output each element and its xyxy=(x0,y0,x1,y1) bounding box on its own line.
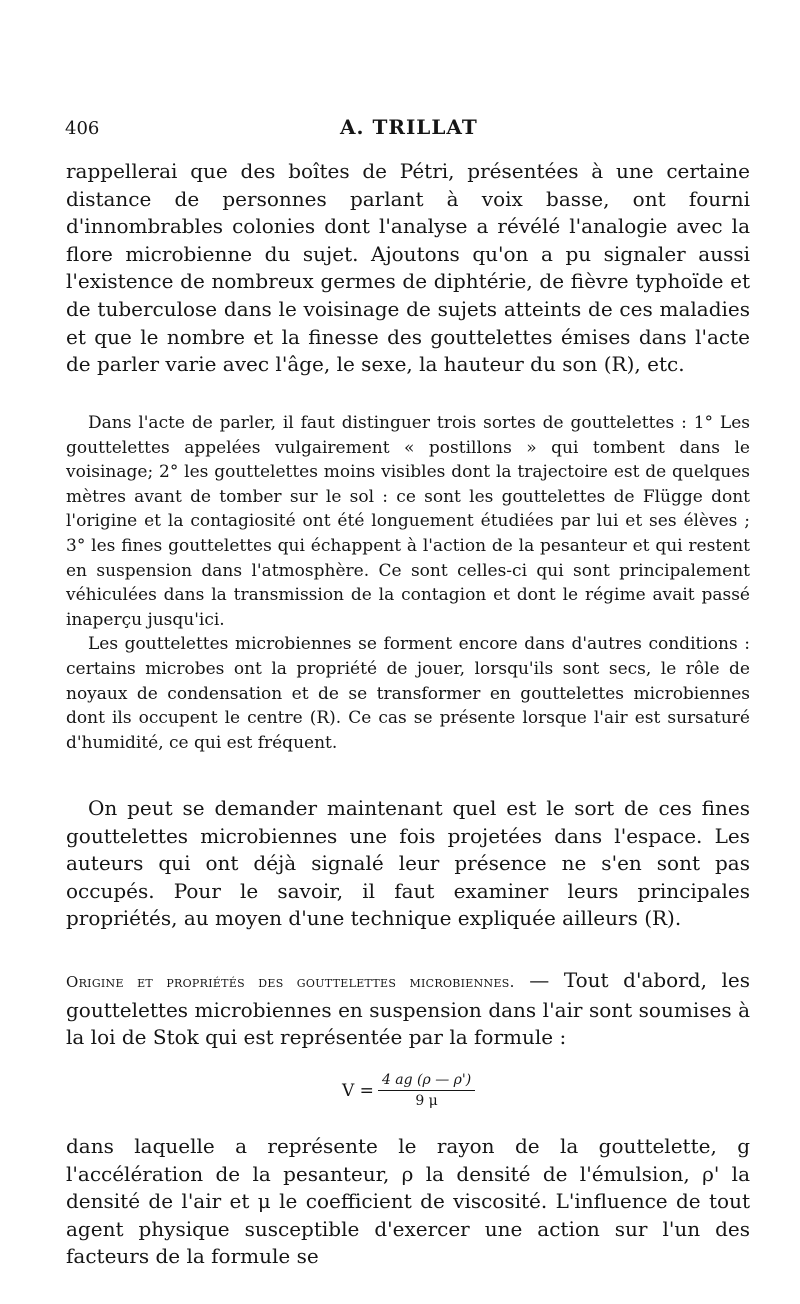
paragraph-5 xyxy=(66,1133,750,1271)
paragraph-text: rappellerai que des boîtes de Pétri, présentées à une certaine distance de personnes parlant à voix basse, ont fourni d'innombrables colonies dont l'analyse a révélé l'analogie avec la flore microbienne du sujet. Ajoutons qu'on a pu signaler aussi l'existence de nombreux germes de diphtérie, de fièvre typhoïde et de tuberculose dans le voisinage de sujets atteints de ces maladies et que le nombre et la finesse des gouttelettes émises dans l'acte de parler varie avec l'âge, le sexe, la hauteur du son (R), etc. xyxy=(66,159,750,377)
paragraph-text xyxy=(66,967,750,1052)
page-header xyxy=(0,112,800,142)
formula-denominator: 9 μ xyxy=(415,1093,438,1109)
formula-fraction xyxy=(378,1072,475,1109)
paragraph-4 xyxy=(66,967,750,1052)
paragraph-text: Les gouttelettes microbiennes se forment encore dans d'autres conditions : certains microbes ont la propriété de jouer, lorsqu'ils sont secs, le rôle de noyaux de condensation et de se transformer en gouttelettes microbiennes dont ils occupent le centre (R). Ce cas se présente lorsque l'air est sursaturé d'humidité, ce qui est fréquent. xyxy=(66,634,750,753)
paragraph-1 xyxy=(66,158,750,379)
paragraph-text: On peut se demander maintenant quel est le sort de ces fines gouttelettes microbiennes une fois projetées dans l'espace. Les auteurs qui ont déjà signalé leur présence ne s'en sont pas occupés. Pour le savoir, il faut examiner leurs principales propriétés, au moyen d'une technique expliquée ailleurs (R). xyxy=(66,796,750,931)
page-number: 406 xyxy=(65,118,100,139)
formula-numerator: 4 ag (ρ — ρ') xyxy=(378,1072,475,1091)
paragraph-3 xyxy=(66,795,750,933)
formula-lhs: V = xyxy=(342,1080,374,1101)
paragraph-text: Dans l'acte de parler, il faut distinguer trois sortes de gouttelettes : 1° Les gouttelettes appelées vulgairement « postillons » qui tombent dans le voisinage; 2° les gouttelettes moins visibles dont la trajectoire est de quelques mètres avant de tomber sur le sol : ce sont les gouttelettes de Flügge dont l'origine et la contagiosité ont été longuement étudiées par lui et ses élèves ; 3° les fines gouttelettes qui échappent à l'action de la pesanteur et qui restent en suspension dans l'atmosphère. Ce sont celles-ci qui sont principalement véhiculées dans la transmission de la contagion et dont le régime avait passé inaperçu jusqu'ici. xyxy=(66,413,750,630)
running-title: A. TRILLAT xyxy=(340,115,478,139)
paragraph-2 xyxy=(66,411,750,755)
paragraph-text: dans laquelle a représente le rayon de la gouttelette, g l'accélération de la pesanteur, ρ la densité de l'émulsion, ρ' la densité de l'air et μ le coefficient de viscosité. L'influence de tout agent physique susceptible d'exercer une action sur l'un des facteurs de la formule se xyxy=(66,1134,750,1269)
stokes-formula xyxy=(342,1072,475,1109)
section-heading: Origine et propriétés des gouttelettes microbiennes. xyxy=(66,973,515,991)
section-body: — Tout d'abord, les gouttelettes microbiennes en suspension dans l'air sont soumises à la loi de Stok qui est représentée par la formule : xyxy=(66,968,750,1050)
